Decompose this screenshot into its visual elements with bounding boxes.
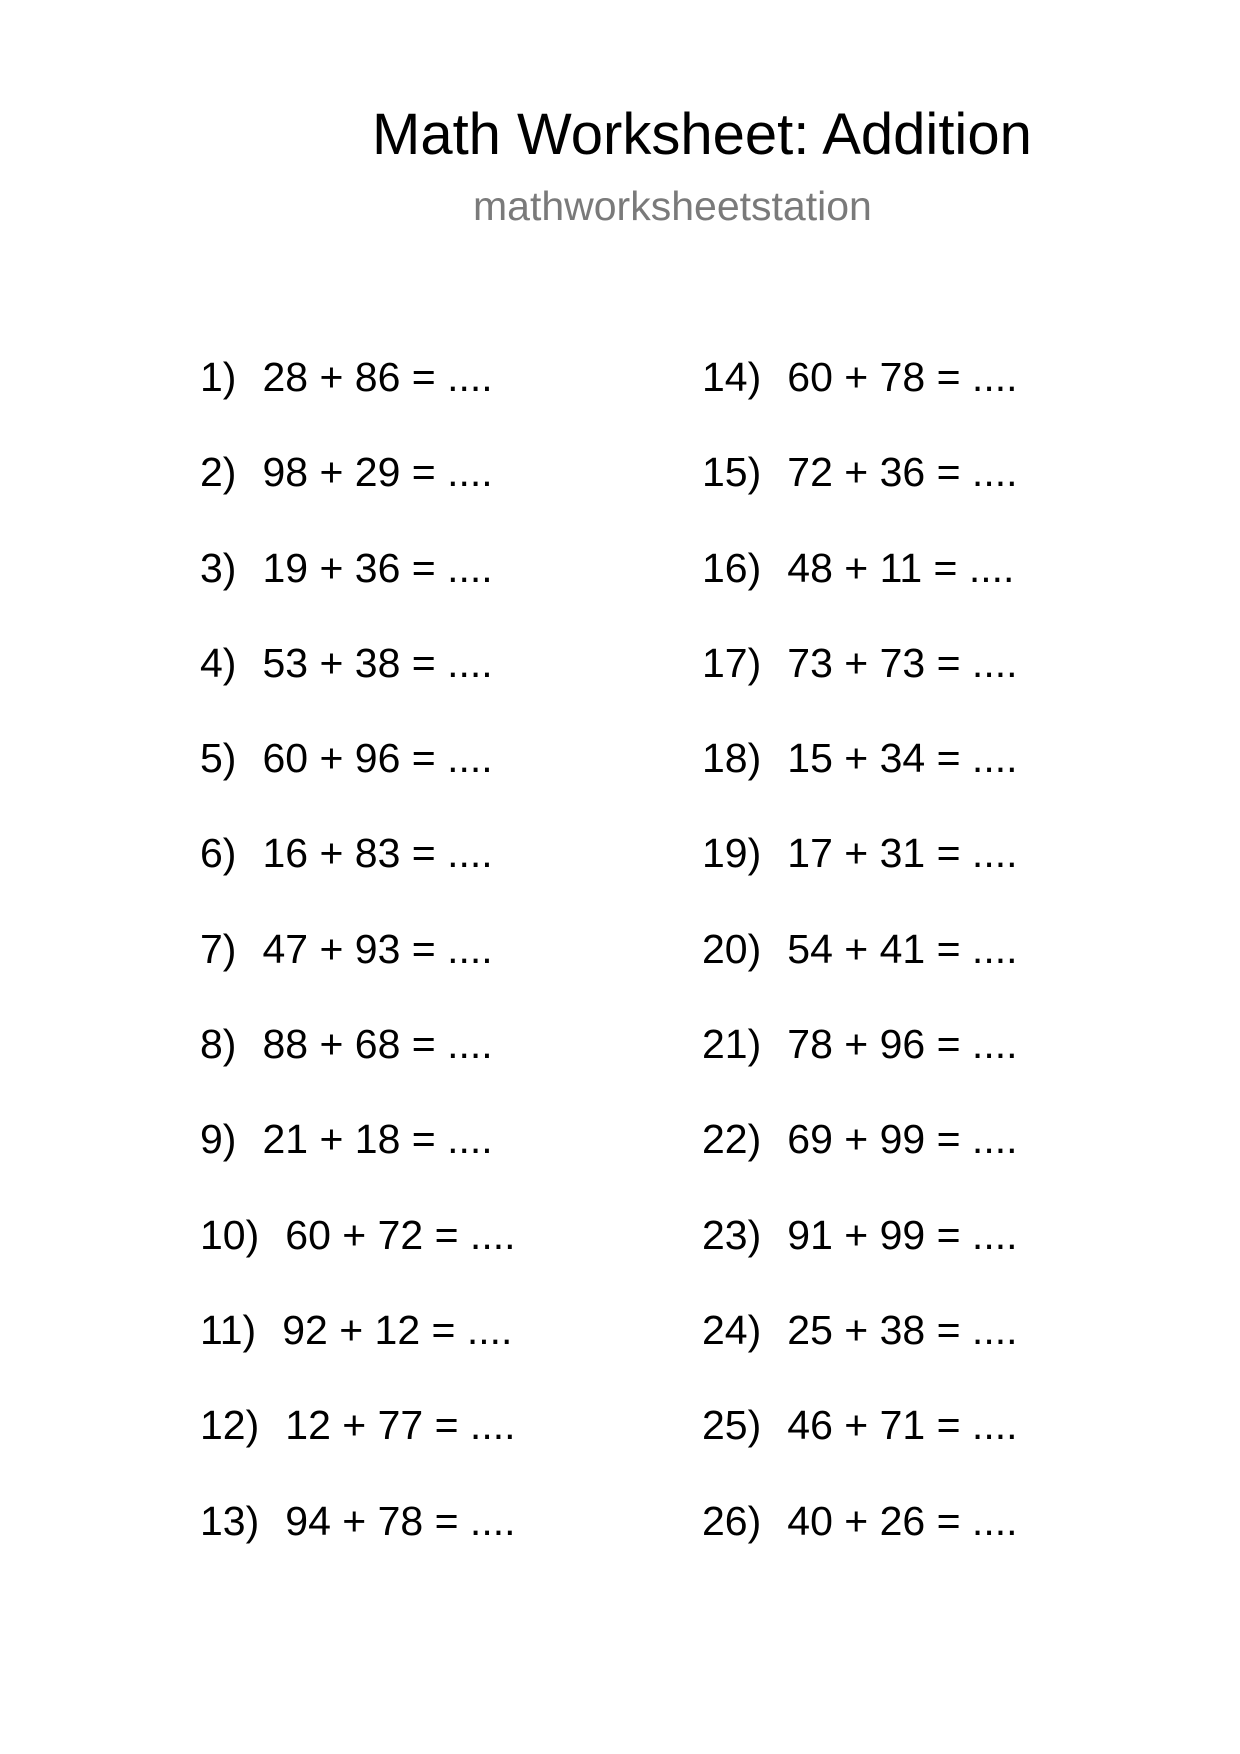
problem-expression: 21 + 18 = .... (262, 1116, 493, 1163)
problem-number: 23) (702, 1211, 762, 1258)
problem-expression: 46 + 71 = .... (787, 1402, 1018, 1449)
problem-number: 22) (702, 1116, 762, 1163)
problem-number: 25) (702, 1402, 762, 1449)
problem-item (200, 729, 516, 824)
problem-number: 13) (200, 1497, 260, 1544)
problem-expression: 47 + 93 = .... (262, 925, 493, 972)
problem-number: 26) (702, 1497, 762, 1544)
problem-column-left (200, 348, 516, 1587)
problem-item (702, 1396, 1018, 1491)
problem-item (702, 1301, 1018, 1396)
problem-item (702, 1015, 1018, 1110)
problem-item (200, 920, 516, 1015)
problem-expression: 19 + 36 = .... (262, 544, 493, 591)
problem-item (702, 1492, 1018, 1587)
problem-item (702, 634, 1018, 729)
problem-item (702, 729, 1018, 824)
problem-number: 16) (702, 544, 762, 591)
problem-expression: 91 + 99 = .... (787, 1211, 1018, 1258)
problem-number: 5) (200, 735, 237, 782)
problem-expression: 28 + 86 = .... (262, 354, 493, 400)
problem-number: 8) (200, 1021, 237, 1068)
problem-expression: 72 + 36 = .... (787, 449, 1018, 496)
problem-number: 2) (200, 449, 237, 496)
problem-item (702, 920, 1018, 1015)
problem-number: 9) (200, 1116, 237, 1163)
problem-number: 4) (200, 639, 237, 686)
problem-number: 6) (200, 830, 237, 877)
problem-number: 7) (200, 925, 237, 972)
problem-number: 14) (702, 354, 762, 400)
problem-item (200, 1301, 516, 1396)
problem-expression: 17 + 31 = .... (787, 830, 1018, 877)
problem-expression: 25 + 38 = .... (787, 1306, 1018, 1353)
problem-expression: 60 + 96 = .... (262, 735, 493, 782)
problem-expression: 60 + 78 = .... (787, 354, 1018, 400)
problem-number: 10) (200, 1211, 260, 1258)
problem-item (200, 1015, 516, 1110)
problem-expression: 94 + 78 = .... (285, 1497, 516, 1544)
problem-item (200, 1206, 516, 1301)
page-title: Math Worksheet: Addition (372, 102, 1032, 167)
problem-item (702, 824, 1018, 919)
problem-number: 20) (702, 925, 762, 972)
problem-expression: 78 + 96 = .... (787, 1021, 1018, 1068)
problem-expression: 53 + 38 = .... (262, 639, 493, 686)
problem-expression: 88 + 68 = .... (262, 1021, 493, 1068)
problem-item (702, 348, 1018, 443)
problem-item (200, 824, 516, 919)
problem-item (200, 539, 516, 634)
problem-number: 3) (200, 544, 237, 591)
problem-item (200, 1396, 516, 1491)
problem-item (200, 443, 516, 538)
problem-expression: 60 + 72 = .... (285, 1211, 516, 1258)
problem-expression: 12 + 77 = .... (285, 1402, 516, 1449)
problem-expression: 16 + 83 = .... (262, 830, 493, 877)
problem-item (200, 1110, 516, 1205)
problem-expression: 73 + 73 = .... (787, 639, 1018, 686)
problem-number: 18) (702, 735, 762, 782)
page-subtitle: mathworksheetstation (473, 183, 872, 229)
problem-expression: 69 + 99 = .... (787, 1116, 1018, 1163)
problem-item (200, 634, 516, 729)
problem-item (702, 1110, 1018, 1205)
problem-expression: 48 + 11 = .... (787, 544, 1015, 591)
problem-expression: 98 + 29 = .... (262, 449, 493, 496)
problem-expression: 40 + 26 = .... (787, 1497, 1018, 1544)
problem-item (200, 348, 516, 443)
problem-number: 21) (702, 1021, 762, 1068)
problem-number: 12) (200, 1402, 260, 1449)
problem-expression: 15 + 34 = .... (787, 735, 1018, 782)
problem-item (702, 1206, 1018, 1301)
problem-number: 11) (200, 1306, 257, 1353)
problem-item (702, 539, 1018, 634)
problem-expression: 54 + 41 = .... (787, 925, 1018, 972)
problem-item (200, 1492, 516, 1587)
problem-number: 1) (200, 354, 237, 400)
problem-number: 17) (702, 639, 762, 686)
problem-number: 19) (702, 830, 762, 877)
problem-column-right (702, 348, 1018, 1587)
problem-number: 15) (702, 449, 762, 496)
problem-number: 24) (702, 1306, 762, 1353)
problem-item (702, 443, 1018, 538)
problem-expression: 92 + 12 = .... (282, 1306, 513, 1353)
